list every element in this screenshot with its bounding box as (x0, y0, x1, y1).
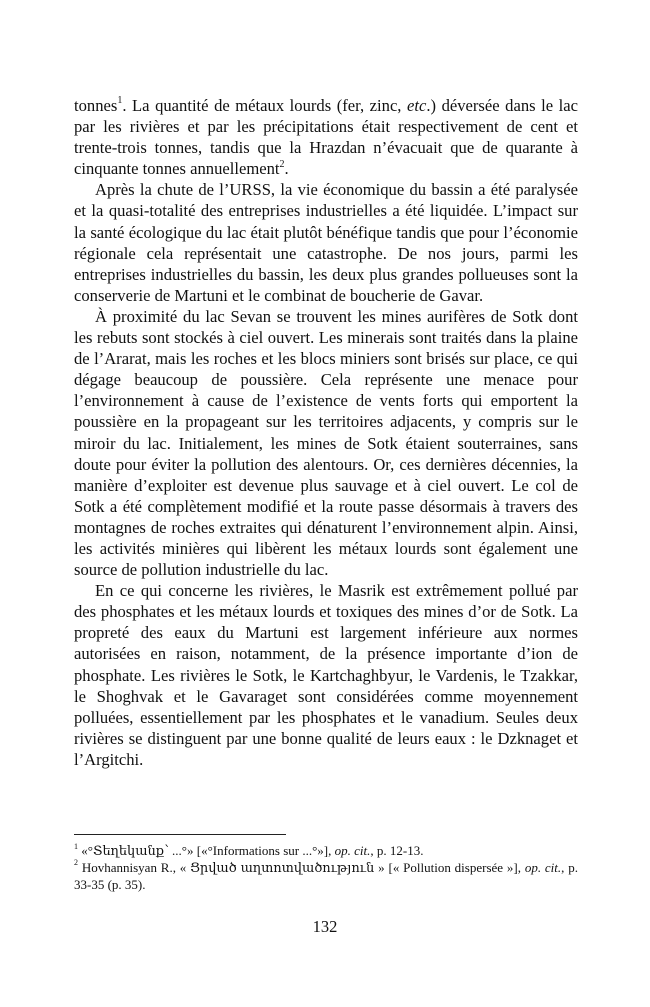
body-text (74, 95, 578, 770)
footnote-ref-1: 1 (117, 95, 123, 107)
footnote-number: 2 (74, 858, 78, 868)
page-number: 132 (312, 917, 338, 936)
paragraph-text: . La quantité de métaux lourds (fer, zinc, (122, 96, 408, 115)
footnote-2 (74, 860, 578, 894)
paragraph-text: tonnes (74, 96, 118, 115)
footnote-text: , p. 33-35 (p. 35). (74, 859, 578, 892)
paragraph-2: Après la chute de l’URSS, la vie économique du bassin a été paralysée et la quasi-totalité des entreprises industrielles a été liquidée. L’impact sur la santé écologique du lac était plutôt bénéfique tandis que pour l’économie régionale cela représentait une catastrophe. De nos jours, parmi les entreprises industrielles du bassin, les deux plus grandes pollueuses sont la conserverie de Martuni et le combinat de boucherie de Gavar. (74, 180, 578, 305)
footnote-ref-2: 2 (279, 158, 285, 170)
footnote-text: Hovhannisyan R., « Ցրված աղտոտվածություն » [« Pollution dispersée »], (78, 859, 525, 875)
paragraph-4: En ce qui concerne les rivières, le Masrik est extrêmement pollué par des phosphates et les métaux lourds et toxiques des mines d’or de Sotk. La propreté des eaux du Martuni est largement inférieure aux normes autorisées en raison, notamment, de la présence importante d’ion de phosphate. Les rivières le Sotk, le Kartchaghbyur, le Vardenis, le Tzakkar, le Shoghvak et le Gavaraget sont considérées comme moyennement polluées, essentiellement par les phosphates et le vanadium. Seules deux rivières se distinguent par une bonne qualité de leurs eaux : le Dzknaget et l’Argitchi. (74, 581, 578, 769)
italic-text: op. cit. (524, 859, 562, 875)
footnote-text: , p. 12-13. (370, 843, 424, 858)
footnote-text: «°Տեղեկանք՝ ...°» [«°Informations sur ...°»], (78, 843, 335, 858)
footnote-number: 1 (74, 841, 78, 851)
paragraph-text: . (284, 159, 289, 179)
footnote-1 (74, 843, 578, 860)
paragraph-text: .) déversée dans le lac par les rivières et par les précipitations était respectivement de cent et trente-trois tonnes, tandis que la Hrazdan n’évacuait que de quarante à cinquante tonnes annuellement (74, 96, 578, 179)
paragraph-1 (74, 95, 578, 179)
italic-text: op. cit. (334, 843, 371, 858)
italic-text: etc (407, 96, 427, 115)
footnote-separator (74, 834, 286, 835)
paragraph-3: À proximité du lac Sevan se trouvent les mines aurifères de Sotk dont les rebuts sont stockés à ciel ouvert. Les minerais sont traités dans la plaine de l’Ararat, mais les roches et les blocs miniers sont brisés sur place, ce qui dégage beaucoup de poussière. Cela représente une menace pour l’environnement à cause de l’existence de vents forts qui emportent la poussière en la propageant sur les territoires adjacents, y compris sur le miroir du lac. Initialement, les mines de Sotk étaient souterraines, sans doute pour éviter la pollution des alentours. Or, ces dernières décennies, la manière d’exploiter est devenue plus sauvage et à ciel ouvert. Le col de Sotk a été complètement modifié et la route passe désormais à travers des montagnes de roches extraites qui dénaturent l’environnement alpin. Ainsi, les activités minières qui libèrent les métaux lourds sont également une source de pollution industrielle du lac. (74, 306, 578, 580)
footnotes (74, 843, 578, 893)
